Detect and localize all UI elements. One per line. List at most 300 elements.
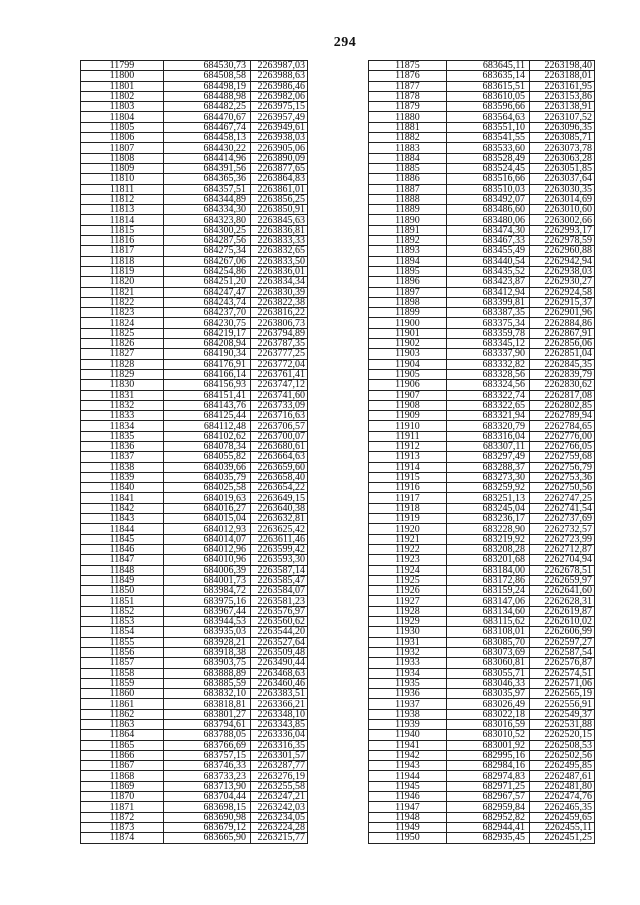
table-row: [81, 215, 308, 225]
x-coordinate-cell: 683085,70: [447, 637, 530, 647]
table-row: [369, 369, 595, 379]
y-coordinate-cell: 2263836,01: [251, 266, 308, 276]
x-coordinate-cell: 683794,61: [164, 720, 251, 730]
y-coordinate-cell: 2262993,17: [530, 225, 595, 235]
y-coordinate-cell: 2262610,02: [530, 617, 595, 627]
point-number-cell: 11844: [81, 524, 164, 534]
table-row: [369, 750, 595, 760]
table-row: [369, 246, 595, 256]
y-coordinate-cell: 2262619,87: [530, 606, 595, 616]
table-row: [81, 637, 308, 647]
table-row: [81, 647, 308, 657]
x-coordinate-cell: 684166,14: [164, 369, 251, 379]
y-coordinate-cell: 2262759,68: [530, 452, 595, 462]
y-coordinate-cell: 2262766,05: [530, 441, 595, 451]
point-number-cell: 11868: [81, 771, 164, 781]
point-number-cell: 11911: [369, 431, 447, 441]
x-coordinate-cell: 684190,34: [164, 349, 251, 359]
x-coordinate-cell: 682974,83: [447, 771, 530, 781]
table-row: [81, 153, 308, 163]
x-coordinate-cell: 683928,21: [164, 637, 251, 647]
x-coordinate-cell: 683984,72: [164, 586, 251, 596]
x-coordinate-cell: 683001,92: [447, 740, 530, 750]
table-row: [81, 503, 308, 513]
y-coordinate-cell: 2262549,37: [530, 709, 595, 719]
table-row: [369, 143, 595, 153]
y-coordinate-cell: 2263073,78: [530, 143, 595, 153]
x-coordinate-cell: 683935,03: [164, 627, 251, 637]
point-number-cell: 11821: [81, 287, 164, 297]
table-row: [81, 91, 308, 101]
y-coordinate-cell: 2263640,38: [251, 503, 308, 513]
y-coordinate-cell: 2263625,42: [251, 524, 308, 534]
point-number-cell: 11908: [369, 400, 447, 410]
y-coordinate-cell: 2263833,33: [251, 236, 308, 246]
x-coordinate-cell: 684143,76: [164, 400, 251, 410]
table-row: [369, 503, 595, 513]
x-coordinate-cell: 684001,73: [164, 575, 251, 585]
x-coordinate-cell: 683324,56: [447, 380, 530, 390]
table-row: [81, 534, 308, 544]
x-coordinate-cell: 684365,36: [164, 174, 251, 184]
point-number-cell: 11924: [369, 565, 447, 575]
point-number-cell: 11855: [81, 637, 164, 647]
y-coordinate-cell: 2263255,58: [251, 781, 308, 791]
table-row: [369, 153, 595, 163]
point-number-cell: 11852: [81, 606, 164, 616]
point-number-cell: 11887: [369, 184, 447, 194]
y-coordinate-cell: 2262884,86: [530, 318, 595, 328]
table-row: [369, 822, 595, 832]
table-row: [81, 133, 308, 143]
y-coordinate-cell: 2263830,39: [251, 287, 308, 297]
x-coordinate-cell: 683975,16: [164, 596, 251, 606]
point-number-cell: 11895: [369, 266, 447, 276]
table-row: [369, 215, 595, 225]
point-number-cell: 11818: [81, 256, 164, 266]
table-row: [81, 586, 308, 596]
point-number-cell: 11920: [369, 524, 447, 534]
table-row: [81, 287, 308, 297]
y-coordinate-cell: 2262481,80: [530, 781, 595, 791]
table-row: [81, 740, 308, 750]
point-number-cell: 11810: [81, 174, 164, 184]
y-coordinate-cell: 2263037,64: [530, 174, 595, 184]
x-coordinate-cell: 683208,28: [447, 544, 530, 554]
point-number-cell: 11880: [369, 112, 447, 122]
table-row: [369, 792, 595, 802]
x-coordinate-cell: 683026,49: [447, 699, 530, 709]
table-row: [81, 102, 308, 112]
x-coordinate-cell: 684014,07: [164, 534, 251, 544]
y-coordinate-cell: 2263287,77: [251, 761, 308, 771]
table-row: [81, 781, 308, 791]
table-row: [369, 431, 595, 441]
x-coordinate-cell: 684243,74: [164, 297, 251, 307]
x-coordinate-cell: 684055,82: [164, 452, 251, 462]
x-coordinate-cell: 684016,27: [164, 503, 251, 513]
x-coordinate-cell: 683073,69: [447, 647, 530, 657]
y-coordinate-cell: 2262851,04: [530, 349, 595, 359]
x-coordinate-cell: 683679,12: [164, 822, 251, 832]
point-number-cell: 11841: [81, 493, 164, 503]
point-number-cell: 11889: [369, 205, 447, 215]
y-coordinate-cell: 2263107,52: [530, 112, 595, 122]
x-coordinate-cell: 683108,01: [447, 627, 530, 637]
x-coordinate-cell: 683332,82: [447, 359, 530, 369]
point-number-cell: 11837: [81, 452, 164, 462]
x-coordinate-cell: 684012,93: [164, 524, 251, 534]
y-coordinate-cell: 2263611,46: [251, 534, 308, 544]
point-number-cell: 11835: [81, 431, 164, 441]
table-row: [81, 678, 308, 688]
x-coordinate-cell: 684151,41: [164, 390, 251, 400]
table-row: [369, 328, 595, 338]
y-coordinate-cell: 2263234,05: [251, 812, 308, 822]
point-number-cell: 11949: [369, 822, 447, 832]
point-number-cell: 11930: [369, 627, 447, 637]
x-coordinate-cell: 683010,52: [447, 730, 530, 740]
y-coordinate-cell: 2263276,19: [251, 771, 308, 781]
y-coordinate-cell: 2262459,65: [530, 812, 595, 822]
point-number-cell: 11849: [81, 575, 164, 585]
point-number-cell: 11939: [369, 720, 447, 730]
point-number-cell: 11904: [369, 359, 447, 369]
y-coordinate-cell: 2262942,94: [530, 256, 595, 266]
y-coordinate-cell: 2263772,04: [251, 359, 308, 369]
x-coordinate-cell: 684112,48: [164, 421, 251, 431]
table-row: [369, 174, 595, 184]
point-number-cell: 11831: [81, 390, 164, 400]
y-coordinate-cell: 2263706,57: [251, 421, 308, 431]
table-row: [81, 318, 308, 328]
y-coordinate-cell: 2263649,15: [251, 493, 308, 503]
y-coordinate-cell: 2263014,69: [530, 194, 595, 204]
table-row: [369, 606, 595, 616]
x-coordinate-cell: 684102,62: [164, 431, 251, 441]
point-number-cell: 11886: [369, 174, 447, 184]
table-row: [369, 493, 595, 503]
table-row: [369, 236, 595, 246]
table-row: [81, 802, 308, 812]
x-coordinate-cell: 683236,17: [447, 514, 530, 524]
y-coordinate-cell: 2263700,07: [251, 431, 308, 441]
y-coordinate-cell: 2263761,41: [251, 369, 308, 379]
y-coordinate-cell: 2263806,73: [251, 318, 308, 328]
table-row: [369, 421, 595, 431]
x-coordinate-cell: 683259,92: [447, 483, 530, 493]
point-number-cell: 11809: [81, 163, 164, 173]
x-coordinate-cell: 683733,23: [164, 771, 251, 781]
y-coordinate-cell: 2262531,88: [530, 720, 595, 730]
y-coordinate-cell: 2263850,91: [251, 205, 308, 215]
table-row: [81, 720, 308, 730]
x-coordinate-cell: 683551,10: [447, 122, 530, 132]
point-number-cell: 11929: [369, 617, 447, 627]
point-number-cell: 11873: [81, 822, 164, 832]
x-coordinate-cell: 682971,25: [447, 781, 530, 791]
x-coordinate-cell: 684254,86: [164, 266, 251, 276]
y-coordinate-cell: 2262750,56: [530, 483, 595, 493]
table-row: [81, 709, 308, 719]
table-row: [369, 812, 595, 822]
y-coordinate-cell: 2263509,48: [251, 647, 308, 657]
point-number-cell: 11862: [81, 709, 164, 719]
y-coordinate-cell: 2263864,83: [251, 174, 308, 184]
y-coordinate-cell: 2262704,94: [530, 555, 595, 565]
y-coordinate-cell: 2262712,87: [530, 544, 595, 554]
point-number-cell: 11917: [369, 493, 447, 503]
y-coordinate-cell: 2263383,51: [251, 689, 308, 699]
x-coordinate-cell: 683474,30: [447, 225, 530, 235]
y-coordinate-cell: 2263890,09: [251, 153, 308, 163]
point-number-cell: 11805: [81, 122, 164, 132]
table-row: [81, 359, 308, 369]
point-number-cell: 11819: [81, 266, 164, 276]
point-number-cell: 11857: [81, 658, 164, 668]
point-number-cell: 11814: [81, 215, 164, 225]
y-coordinate-cell: 2262901,96: [530, 308, 595, 318]
y-coordinate-cell: 2262465,35: [530, 802, 595, 812]
x-coordinate-cell: 683541,55: [447, 133, 530, 143]
x-coordinate-cell: 684470,67: [164, 112, 251, 122]
x-coordinate-cell: 683801,27: [164, 709, 251, 719]
table-row: [369, 534, 595, 544]
point-number-cell: 11871: [81, 802, 164, 812]
table-row: [81, 421, 308, 431]
coordinates-table-left-body: [81, 61, 308, 844]
table-row: [369, 349, 595, 359]
x-coordinate-cell: 684125,44: [164, 411, 251, 421]
point-number-cell: 11928: [369, 606, 447, 616]
table-row: [369, 339, 595, 349]
y-coordinate-cell: 2263659,60: [251, 462, 308, 472]
table-row: [81, 205, 308, 215]
y-coordinate-cell: 2263366,21: [251, 699, 308, 709]
y-coordinate-cell: 2262737,69: [530, 514, 595, 524]
point-number-cell: 11941: [369, 740, 447, 750]
x-coordinate-cell: 683757,15: [164, 750, 251, 760]
x-coordinate-cell: 683564,63: [447, 112, 530, 122]
x-coordinate-cell: 684482,25: [164, 102, 251, 112]
point-number-cell: 11804: [81, 112, 164, 122]
point-number-cell: 11834: [81, 421, 164, 431]
y-coordinate-cell: 2263658,40: [251, 472, 308, 482]
point-number-cell: 11872: [81, 812, 164, 822]
point-number-cell: 11888: [369, 194, 447, 204]
x-coordinate-cell: 683345,12: [447, 339, 530, 349]
y-coordinate-cell: 2262784,65: [530, 421, 595, 431]
point-number-cell: 11846: [81, 544, 164, 554]
x-coordinate-cell: 683615,51: [447, 81, 530, 91]
y-coordinate-cell: 2262776,00: [530, 431, 595, 441]
point-number-cell: 11828: [81, 359, 164, 369]
point-number-cell: 11806: [81, 133, 164, 143]
point-number-cell: 11851: [81, 596, 164, 606]
x-coordinate-cell: 683219,92: [447, 534, 530, 544]
y-coordinate-cell: 2263468,63: [251, 668, 308, 678]
y-coordinate-cell: 2262789,94: [530, 411, 595, 421]
point-number-cell: 11947: [369, 802, 447, 812]
point-number-cell: 11946: [369, 792, 447, 802]
x-coordinate-cell: 683492,07: [447, 194, 530, 204]
point-number-cell: 11910: [369, 421, 447, 431]
table-row: [81, 792, 308, 802]
point-number-cell: 11867: [81, 761, 164, 771]
y-coordinate-cell: 2262556,91: [530, 699, 595, 709]
y-coordinate-cell: 2262474,76: [530, 792, 595, 802]
y-coordinate-cell: 2263777,25: [251, 349, 308, 359]
y-coordinate-cell: 2262817,08: [530, 390, 595, 400]
x-coordinate-cell: 683533,60: [447, 143, 530, 153]
x-coordinate-cell: 684344,89: [164, 194, 251, 204]
point-number-cell: 11906: [369, 380, 447, 390]
table-row: [369, 740, 595, 750]
x-coordinate-cell: 684015,04: [164, 514, 251, 524]
x-coordinate-cell: 684508,58: [164, 71, 251, 81]
x-coordinate-cell: 682995,16: [447, 750, 530, 760]
y-coordinate-cell: 2263834,34: [251, 277, 308, 287]
table-row: [81, 524, 308, 534]
table-row: [81, 390, 308, 400]
point-number-cell: 11913: [369, 452, 447, 462]
x-coordinate-cell: 683321,94: [447, 411, 530, 421]
table-row: [369, 781, 595, 791]
point-number-cell: 11816: [81, 236, 164, 246]
table-row: [81, 112, 308, 122]
table-row: [81, 761, 308, 771]
y-coordinate-cell: 2262747,25: [530, 493, 595, 503]
x-coordinate-cell: 683359,78: [447, 328, 530, 338]
table-row: [81, 699, 308, 709]
table-row: [369, 596, 595, 606]
point-number-cell: 11803: [81, 102, 164, 112]
point-number-cell: 11916: [369, 483, 447, 493]
table-row: [369, 472, 595, 482]
point-number-cell: 11832: [81, 400, 164, 410]
table-row: [369, 194, 595, 204]
x-coordinate-cell: 683704,44: [164, 792, 251, 802]
point-number-cell: 11948: [369, 812, 447, 822]
point-number-cell: 11897: [369, 287, 447, 297]
point-number-cell: 11937: [369, 699, 447, 709]
y-coordinate-cell: 2263861,01: [251, 184, 308, 194]
point-number-cell: 11838: [81, 462, 164, 472]
y-coordinate-cell: 2263527,64: [251, 637, 308, 647]
point-number-cell: 11926: [369, 586, 447, 596]
point-number-cell: 11905: [369, 369, 447, 379]
y-coordinate-cell: 2263822,38: [251, 297, 308, 307]
x-coordinate-cell: 684287,56: [164, 236, 251, 246]
point-number-cell: 11813: [81, 205, 164, 215]
y-coordinate-cell: 2263905,06: [251, 143, 308, 153]
x-coordinate-cell: 683328,56: [447, 369, 530, 379]
point-number-cell: 11854: [81, 627, 164, 637]
table-row: [369, 720, 595, 730]
y-coordinate-cell: 2263247,21: [251, 792, 308, 802]
point-number-cell: 11923: [369, 555, 447, 565]
point-number-cell: 11938: [369, 709, 447, 719]
y-coordinate-cell: 2262565,19: [530, 689, 595, 699]
point-number-cell: 11864: [81, 730, 164, 740]
x-coordinate-cell: 684006,39: [164, 565, 251, 575]
x-coordinate-cell: 683510,03: [447, 184, 530, 194]
table-row: [369, 225, 595, 235]
point-number-cell: 11901: [369, 328, 447, 338]
table-row: [81, 771, 308, 781]
page-number: 294: [333, 35, 357, 50]
x-coordinate-cell: 683665,90: [164, 833, 251, 843]
y-coordinate-cell: 2262641,60: [530, 586, 595, 596]
x-coordinate-cell: 684357,51: [164, 184, 251, 194]
y-coordinate-cell: 2263490,44: [251, 658, 308, 668]
table-row: [81, 750, 308, 760]
x-coordinate-cell: 683690,98: [164, 812, 251, 822]
y-coordinate-cell: 2262451,25: [530, 833, 595, 843]
x-coordinate-cell: 683060,81: [447, 658, 530, 668]
x-coordinate-cell: 682984,16: [447, 761, 530, 771]
x-coordinate-cell: 684488,98: [164, 91, 251, 101]
table-row: [81, 617, 308, 627]
point-number-cell: 11859: [81, 678, 164, 688]
table-row: [369, 71, 595, 81]
table-row: [369, 462, 595, 472]
x-coordinate-cell: 684323,80: [164, 215, 251, 225]
point-number-cell: 11943: [369, 761, 447, 771]
point-number-cell: 11860: [81, 689, 164, 699]
point-number-cell: 11870: [81, 792, 164, 802]
table-row: [81, 689, 308, 699]
table-row: [369, 555, 595, 565]
point-number-cell: 11866: [81, 750, 164, 760]
y-coordinate-cell: 2263832,65: [251, 246, 308, 256]
x-coordinate-cell: 684230,75: [164, 318, 251, 328]
x-coordinate-cell: 684025,58: [164, 483, 251, 493]
point-number-cell: 11892: [369, 236, 447, 246]
x-coordinate-cell: 684414,96: [164, 153, 251, 163]
table-row: [369, 122, 595, 132]
table-row: [369, 81, 595, 91]
y-coordinate-cell: 2262606,99: [530, 627, 595, 637]
y-coordinate-cell: 2263593,30: [251, 555, 308, 565]
x-coordinate-cell: 683944,53: [164, 617, 251, 627]
x-coordinate-cell: 684035,79: [164, 472, 251, 482]
y-coordinate-cell: 2263986,46: [251, 81, 308, 91]
y-coordinate-cell: 2262839,79: [530, 369, 595, 379]
y-coordinate-cell: 2263460,46: [251, 678, 308, 688]
y-coordinate-cell: 2263747,12: [251, 380, 308, 390]
x-coordinate-cell: 682944,41: [447, 822, 530, 832]
y-coordinate-cell: 2263938,03: [251, 133, 308, 143]
x-coordinate-cell: 684237,70: [164, 308, 251, 318]
x-coordinate-cell: 682967,57: [447, 792, 530, 802]
table-row: [81, 606, 308, 616]
point-number-cell: 11891: [369, 225, 447, 235]
table-row: [369, 452, 595, 462]
table-row: [81, 194, 308, 204]
table-row: [369, 112, 595, 122]
y-coordinate-cell: 2262756,79: [530, 462, 595, 472]
y-coordinate-cell: 2262930,27: [530, 277, 595, 287]
table-row: [81, 565, 308, 575]
y-coordinate-cell: 2263584,07: [251, 586, 308, 596]
table-row: [81, 380, 308, 390]
x-coordinate-cell: 683610,05: [447, 91, 530, 101]
x-coordinate-cell: 683322,74: [447, 390, 530, 400]
table-row: [369, 411, 595, 421]
table-row: [81, 308, 308, 318]
x-coordinate-cell: 683399,81: [447, 297, 530, 307]
